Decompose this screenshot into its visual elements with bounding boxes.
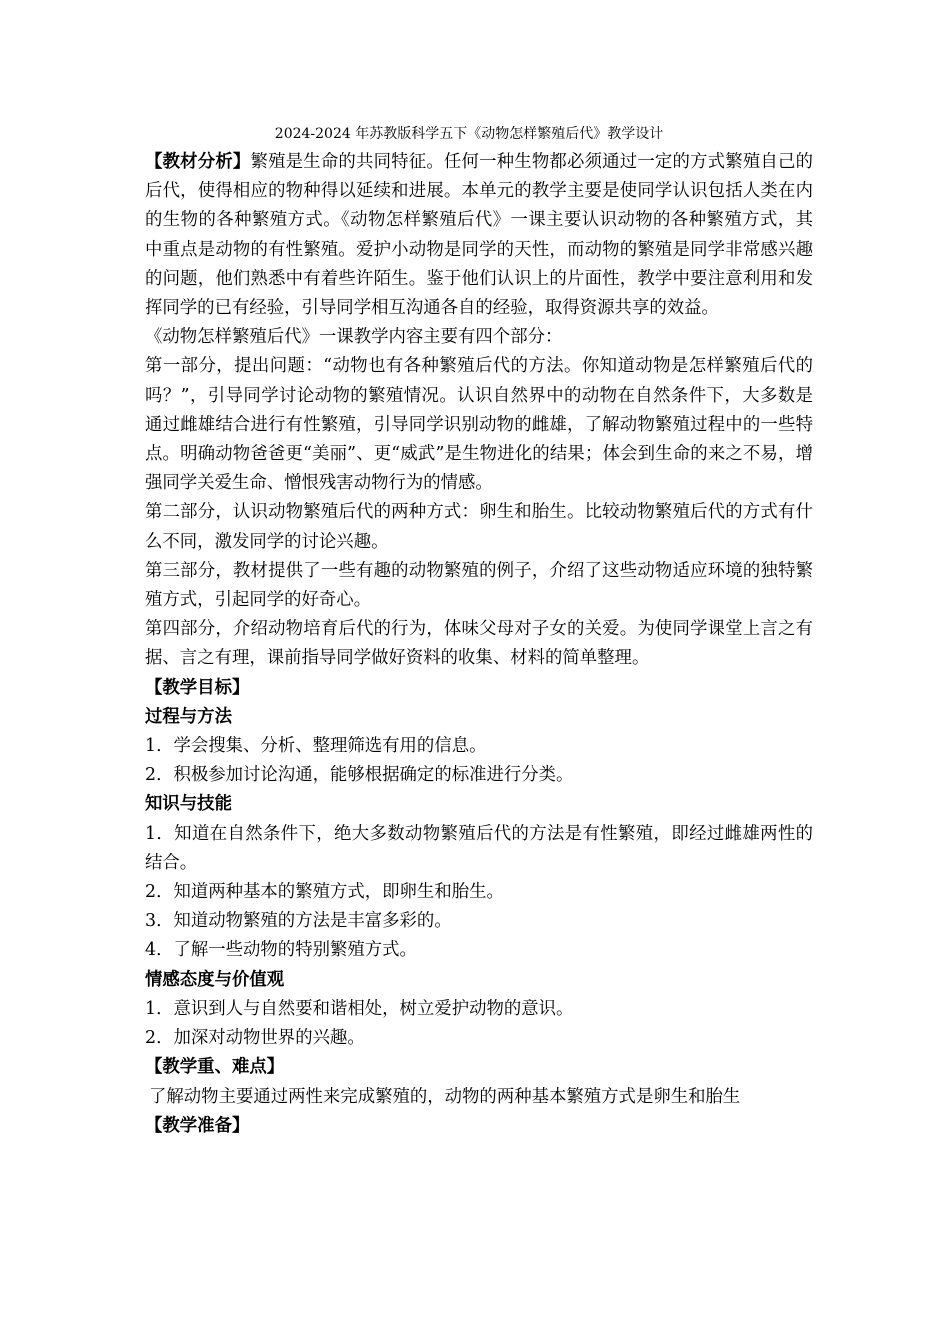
- attitude-item-1: 1．意识到人与自然要和谐相处，树立爱护动物的意识。: [145, 998, 574, 1019]
- content-part-3: 第三部分，教材提供了一些有趣的动物繁殖的例子，介绍了这些动物适应环境的独特繁殖方式，引起同学的好奇心。: [145, 560, 813, 611]
- process-item-1: 1．学会搜集、分析、整理筛选有用的信息。: [145, 736, 487, 757]
- key-points-heading: 【教学重、难点】: [145, 1057, 285, 1078]
- knowledge-item-3: 3．知道动物繁殖的方法是丰富多彩的。: [145, 911, 452, 932]
- knowledge-item-2: 2．知道两种基本的繁殖方式，即卵生和胎生。: [145, 882, 504, 903]
- document-title: 2024-2024 年苏教版科学五下《动物怎样繁殖后代》教学设计: [274, 126, 664, 142]
- attitude-heading: 情感态度与价值观: [145, 969, 285, 990]
- analysis-paragraph: [145, 148, 813, 323]
- preparation-heading: 【教学准备】: [145, 1115, 250, 1136]
- goals-heading: 【教学目标】: [145, 677, 250, 698]
- content-part-4: 第四部分，介绍动物培育后代的行为，体味父母对子女的关爱。为使同学课堂上言之有据、言之有理，课前指导同学做好资料的收集、材料的简单整理。: [145, 619, 813, 669]
- process-heading: 过程与方法: [145, 706, 232, 727]
- content-part-2: 第二部分，认识动物繁殖后代的两种方式：卵生和胎生。比较动物繁殖后代的方式有什么不同，激发同学的讨论兴趣。: [145, 502, 813, 552]
- knowledge-item-4: 4．了解一些动物的特别繁殖方式。: [145, 940, 417, 961]
- content-part-1: 第一部分，提出问题：“动物也有各种繁殖后代的方法。你知道动物是怎样繁殖后代的吗？”，引导同学讨论动物的繁殖情况。认识自然界中的动物在自然条件下，大多数是通过雌雄结合进行有性繁殖，引导同学识别动物的雌雄，了解动物繁殖过程中的一些特点。明确动物爸爸更“美丽”、更“威武”是生物进化的结果；体会到生命的来之不易，增强同学关爱生命、憎恨残害动物行为的情感。: [145, 356, 813, 494]
- knowledge-item-1: 1．知道在自然条件下，绝大多数动物繁殖后代的方法是有性繁殖，即经过雌雄两性的结合。: [145, 823, 813, 873]
- attitude-item-2: 2．加深对动物世界的兴趣。: [145, 1028, 365, 1049]
- content-intro: 《动物怎样繁殖后代》一课教学内容主要有四个部分：: [145, 327, 563, 348]
- analysis-text: 繁殖是生命的共同特征。任何一种生物都必须通过一定的方式繁殖自己的后代，使得相应的物种得以延续和进展。本单元的教学主要是使同学认识包括人类在内的生物的各种繁殖方式。《动物怎样繁殖后代》一课主要认识动物的各种繁殖方式，其中重点是动物的有性繁殖。爱护小动物是同学的天性，而动物的繁殖是同学非常感兴趣的问题，他们熟悉中有着些许陌生。鉴于他们认识上的片面性，教学中要注意利用和发挥同学的已有经验，引导同学相互沟通各自的经验，取得资源共享的效益。: [145, 152, 813, 319]
- key-points-text: 了解动物主要通过两性来完成繁殖的，动物的两种基本繁殖方式是卵生和胎生: [149, 1086, 741, 1107]
- process-item-2: 2．积极参加讨论沟通，能够根据确定的标准进行分类。: [145, 765, 574, 786]
- analysis-heading: 【教材分析】: [145, 152, 251, 172]
- knowledge-heading: 知识与技能: [145, 794, 232, 815]
- document-page: [145, 120, 813, 1141]
